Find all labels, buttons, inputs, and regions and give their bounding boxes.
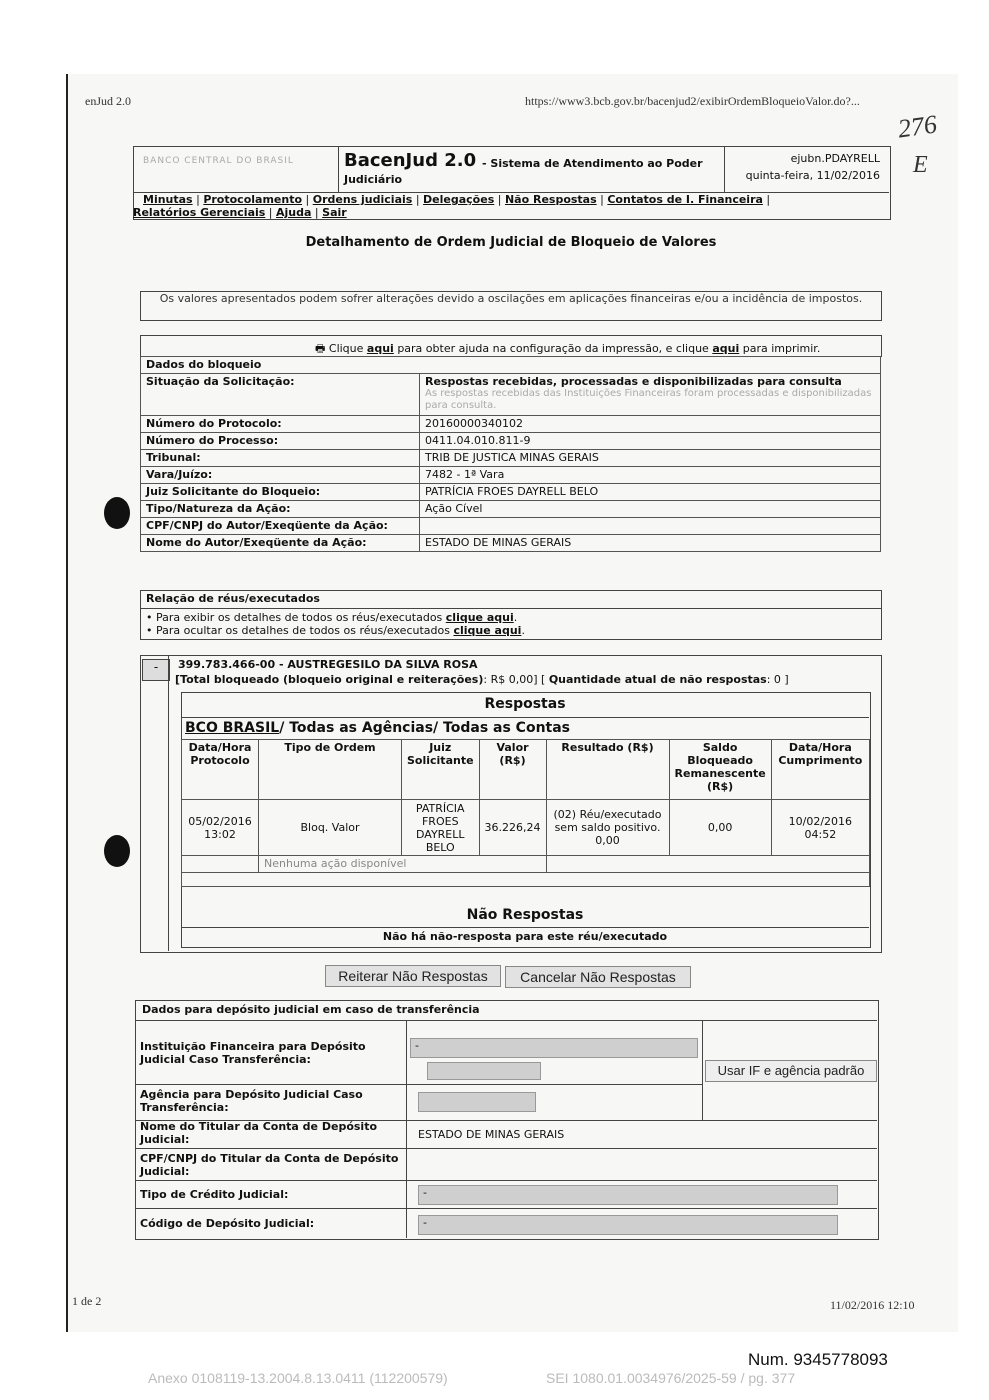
deposito-label: CPF/CNPJ do Titular da Conta de Depósito Judicial: [140, 1152, 399, 1178]
col-header: Data/Hora Protocolo [182, 740, 259, 800]
cell-tipo: Bloq. Valor [259, 800, 402, 856]
col-header: Tipo de Ordem [259, 740, 402, 800]
nav-protocolamento[interactable]: Protocolamento [203, 193, 303, 206]
user-name: ejubn.PDAYRELL [790, 152, 880, 165]
printer-icon[interactable]: 🖶 [315, 342, 326, 355]
cpf-autor-value [420, 518, 881, 535]
bloqueio-label: Tribunal: [141, 450, 420, 467]
nav-nao-respostas[interactable]: Não Respostas [504, 193, 597, 206]
tipo-acao-value: Ação Cível [420, 501, 881, 518]
print-help-link[interactable]: aqui [366, 342, 394, 355]
cancelar-button[interactable]: Cancelar Não Respostas [505, 966, 691, 988]
vara-value: 7482 - 1ª Vara [420, 467, 881, 484]
logo-cell [133, 146, 339, 192]
cell-data-protocolo: 05/02/2016 13:02 [182, 800, 259, 856]
deposito-title: Dados para depósito judicial em caso de transferência [142, 1003, 480, 1016]
annex-reference: Anexo 0108119-13.2004.8.13.0411 (112200579) [148, 1370, 448, 1386]
collapse-toggle-button[interactable]: - [142, 659, 170, 681]
bloqueio-label: Vara/Juízo: [141, 467, 420, 484]
document-number: Num. 9345778093 [748, 1350, 888, 1369]
situacao-value: Respostas recebidas, processadas e disponibilizadas para consulta [425, 375, 842, 388]
deposito-label: Nome do Titular da Conta de Depósito Judicial: [140, 1120, 378, 1146]
reus-title: Relação de réus/executados [146, 592, 320, 605]
browser-url: https://www3.bcb.gov.br/bacenjud2/exibirOrdemBloqueioValor.do?... [525, 94, 860, 108]
nav-contatos[interactable]: Contatos de I. Financeira [607, 193, 763, 206]
nav-ajuda[interactable]: Ajuda [276, 206, 312, 219]
usar-if-button[interactable]: Usar IF e agência padrão [705, 1060, 877, 1082]
nav-minutas[interactable]: Minutas [143, 193, 193, 206]
page-title: Detalhamento de Ordem Judicial de Bloqueio de Valores [305, 235, 717, 250]
if-code-input[interactable] [427, 1062, 541, 1080]
user-cell [724, 146, 890, 192]
nao-respostas-message: Não há não-resposta para este réu/executado [382, 930, 668, 943]
print-datetime: 11/02/2016 12:10 [830, 1298, 915, 1312]
nav-sair[interactable]: Sair [322, 206, 347, 219]
sei-reference: SEI 1080.01.0034976/2025-59 / pg. 377 [546, 1370, 796, 1386]
bank-name[interactable]: BCO BRASIL [185, 720, 280, 736]
protocolo-value: 20160000340102 [420, 416, 881, 433]
reus-box: Relação de réus/executados • Para exibir os detalhes de todos os réus/executados clique aqui. • Para ocultar os detalhes de todos os réus/executados clique aqui. [140, 590, 882, 640]
nav-delegacoes[interactable]: Delegações [423, 193, 495, 206]
bcb-logo: BANCO CENTRAL DO BRASIL [143, 156, 294, 166]
table-row [182, 800, 870, 856]
print-help: 🖶 Clique aqui para obter ajuda na configuração da impressão, e clique aqui para imprimir. [315, 342, 821, 355]
bloqueio-label: Número do Processo: [141, 433, 420, 450]
bloqueio-table [140, 356, 881, 552]
current-date: quinta-feira, 11/02/2016 [745, 169, 880, 182]
browser-title: enJud 2.0 [85, 94, 131, 108]
situacao-note: As respostas recebidas das Instituições Financeiras foram processadas e disponibilizadas para consulta. [425, 388, 872, 411]
titular-value: ESTADO DE MINAS GERAIS [418, 1128, 565, 1141]
notice-box [140, 291, 882, 321]
reu-name: 399.783.466-00 - AUSTREGESILO DA SILVA ROSA [178, 658, 478, 671]
deposito-label: Código de Depósito Judicial: [140, 1217, 315, 1230]
deposito-label: Agência para Depósito Judicial Caso Transferência: [140, 1088, 363, 1114]
nao-respostas-title: Não Respostas [466, 907, 584, 923]
page-count: 1 de 2 [72, 1294, 102, 1308]
respostas-table [181, 739, 870, 887]
bloqueio-label: Situação da Solicitação: [141, 374, 420, 416]
if-select[interactable]: - [410, 1038, 698, 1058]
collapse-all-link[interactable]: clique aqui [453, 624, 522, 637]
handwritten-number: 276 [896, 109, 939, 144]
processo-value: 0411.04.010.811-9 [420, 433, 881, 450]
print-link[interactable]: aqui [712, 342, 740, 355]
tipo-credito-select[interactable]: - [418, 1185, 838, 1205]
cell-cumprimento: 10/02/2016 04:52 [771, 800, 869, 856]
bank-heading: BCO BRASIL/ Todas as Agências/ Todas as Contas [185, 720, 571, 736]
nav-ordens-judiciais[interactable]: Ordens judiciais [312, 193, 413, 206]
bloqueio-label: CPF/CNPJ do Autor/Exeqüente da Ação: [141, 518, 420, 535]
secondary-nav: Relatórios Gerenciais | Ajuda | Sair [133, 206, 347, 219]
cell-saldo: 0,00 [669, 800, 771, 856]
deposito-label: Instituição Financeira para Depósito Judicial Caso Transferência: [140, 1040, 366, 1066]
agencia-input[interactable] [418, 1092, 536, 1112]
reiterar-button[interactable]: Reiterar Não Respostas [325, 965, 501, 987]
col-header: Data/Hora Cumprimento [771, 740, 869, 800]
main-nav: Minutas | Protocolamento | Ordens judiciais | Delegações | Não Respostas | Contatos de I. Financeira | [143, 193, 771, 206]
deposito-label: Tipo de Crédito Judicial: [140, 1188, 289, 1201]
app-subtitle: - Sistema de Atendimento ao Poder [482, 157, 703, 170]
app-name: BacenJud 2.0 [344, 150, 477, 171]
codigo-deposito-select[interactable]: - [418, 1215, 838, 1235]
col-header: Saldo Bloqueado Remanescente (R$) [669, 740, 771, 800]
bloqueio-section-title: Dados do bloqueio [141, 357, 881, 374]
bloqueio-label: Número do Protocolo: [141, 416, 420, 433]
punch-hole [104, 497, 130, 529]
app-subtitle-2: Judiciário [344, 173, 403, 186]
no-action-text: Nenhuma ação disponível [259, 856, 547, 873]
nome-autor-value: ESTADO DE MINAS GERAIS [420, 535, 881, 552]
cell-resultado: (02) Réu/executado sem saldo positivo. 0,00 [546, 800, 669, 856]
expand-all-link[interactable]: clique aqui [445, 611, 514, 624]
col-header: Valor (R$) [479, 740, 546, 800]
col-header: Juiz Solicitante [402, 740, 480, 800]
handwritten-mark: E [913, 152, 928, 178]
tribunal-value: TRIB DE JUSTICA MINAS GERAIS [420, 450, 881, 467]
cell-juiz: PATRÍCIA FROES DAYRELL BELO [402, 800, 480, 856]
col-header: Resultado (R$) [546, 740, 669, 800]
respostas-title: Respostas [484, 696, 566, 712]
juiz-value: PATRÍCIA FROES DAYRELL BELO [420, 484, 881, 501]
bloqueio-label: Juiz Solicitante do Bloqueio: [141, 484, 420, 501]
cell-valor: 36.226,24 [479, 800, 546, 856]
bloqueio-label: Nome do Autor/Exeqüente da Ação: [141, 535, 420, 552]
punch-hole [104, 835, 130, 867]
reu-totals: [Total bloqueado (bloqueio original e reiterações): R$ 0,00] [ Quantidade atual de não respostas: 0 ] [175, 673, 789, 686]
notice-text: Os valores apresentados podem sofrer alterações devido a oscilações em aplicações financeiras e/ou a incidência de impostos. [159, 292, 863, 305]
nav-relatorios[interactable]: Relatórios Gerenciais [133, 206, 266, 219]
bloqueio-label: Tipo/Natureza da Ação: [141, 501, 420, 518]
